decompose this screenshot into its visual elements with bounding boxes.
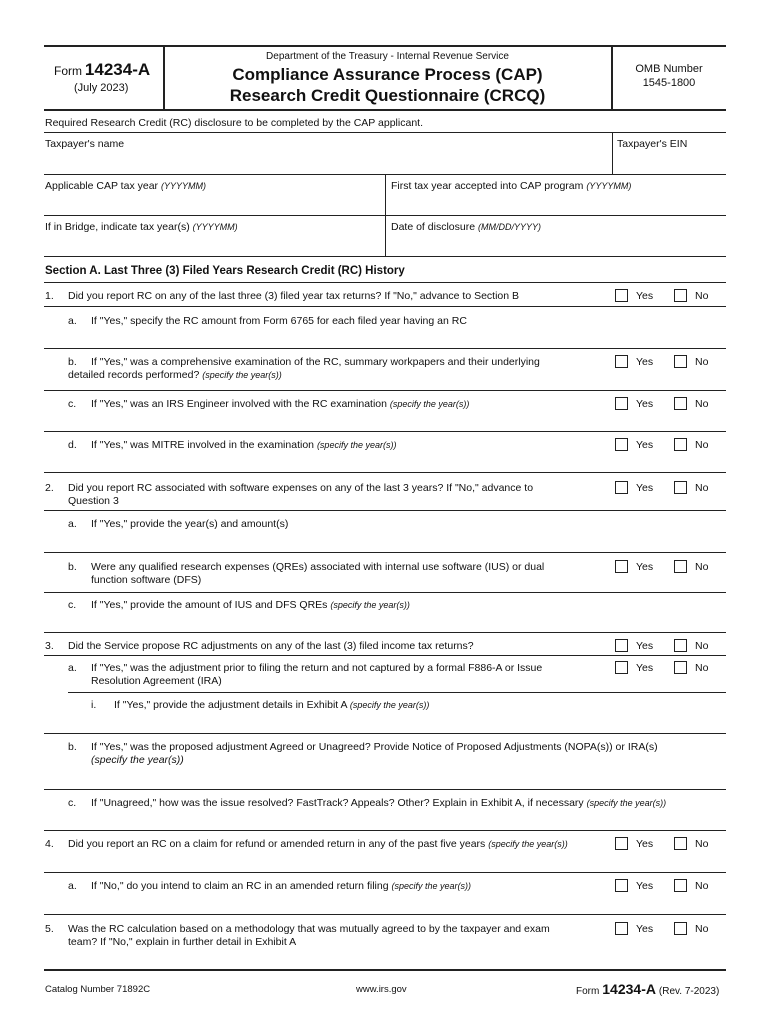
form-title-line1: Compliance Assurance Process (CAP) xyxy=(232,65,543,84)
q2b-text-line1: Were any qualified research expenses (QREs) associated with internal use software (IUS) or dual xyxy=(91,561,545,573)
q3b-text: If "Yes," was the proposed adjustment Agreed or Unagreed? Provide Notice of Proposed Adjustments (NOPA(s)) or IRA(s) xyxy=(91,741,658,753)
q1b-letter: b. xyxy=(68,356,77,368)
q1d-yes-checkbox[interactable] xyxy=(615,438,628,451)
q1-yes-checkbox[interactable] xyxy=(615,289,628,302)
q3a-letter: a. xyxy=(68,662,77,674)
q1b-text-line1: If "Yes," was a comprehensive examination of the RC, summary workpapers and their underlying xyxy=(91,356,540,368)
form-date: (July 2023) xyxy=(74,82,129,94)
omb-label: OMB Number xyxy=(635,63,703,75)
first-tax-year-label: First tax year accepted into CAP program (YYYYMM) xyxy=(391,180,632,192)
cap-tax-year-label: Applicable CAP tax year (YYYYMM) xyxy=(45,180,206,192)
q2-text-line1: Did you report RC associated with software expenses on any of the last 3 years? If "No," advance to xyxy=(68,482,534,494)
q1b-text-line2: detailed records performed? (specify the year(s)) xyxy=(68,369,282,381)
q3-number: 3. xyxy=(45,640,54,652)
q3a-text-line2: Resolution Agreement (IRA) xyxy=(91,675,222,687)
q4a-no-label: No xyxy=(695,880,709,892)
q1-no-label: No xyxy=(695,290,709,302)
q1-yes-label: Yes xyxy=(636,290,654,302)
q2-text-line2: Question 3 xyxy=(68,495,119,507)
q3a-text-line1: If "Yes," was the adjustment prior to filing the return and not captured by a formal F886-A or Issue xyxy=(91,662,543,674)
q2c-text: If "Yes," provide the amount of IUS and DFS QREs (specify the year(s)) xyxy=(91,599,410,611)
q3b-answer-input[interactable] xyxy=(68,768,723,786)
taxpayer-name-input[interactable] xyxy=(45,152,607,172)
bridge-tax-year-label: If in Bridge, indicate tax year(s) (YYYYMM) xyxy=(45,221,238,233)
q5-text-line1: Was the RC calculation based on a methodology that was mutually agreed to by the taxpayer and exam xyxy=(68,923,550,935)
q1a-answer-input[interactable] xyxy=(68,330,723,346)
q5-text-line2: team? If "No," explain in further detail in Exhibit A xyxy=(68,936,297,948)
form-number: 14234-A xyxy=(84,60,151,79)
q1d-text: If "Yes," was MITRE involved in the examination (specify the year(s)) xyxy=(91,439,397,451)
catalog-number: Catalog Number 71892C xyxy=(45,984,151,995)
q2b-no-checkbox[interactable] xyxy=(674,560,687,573)
q1c-yes-label: Yes xyxy=(636,398,654,410)
q2b-text-line2: function software (DFS) xyxy=(91,574,202,586)
q2-yes-checkbox[interactable] xyxy=(615,481,628,494)
q2-yes-label: Yes xyxy=(636,482,654,494)
q3c-answer-input[interactable] xyxy=(68,811,723,827)
q2a-letter: a. xyxy=(68,518,77,530)
q3-yes-checkbox[interactable] xyxy=(615,639,628,652)
taxpayer-ein-input[interactable] xyxy=(617,152,722,172)
q1b-yes-label: Yes xyxy=(636,356,654,368)
q5-yes-label: Yes xyxy=(636,923,654,935)
form-number-block xyxy=(54,60,150,80)
q5-no-checkbox[interactable] xyxy=(674,922,687,935)
footer-form-id: Form 14234-A (Rev. 7-2023) xyxy=(576,981,720,997)
q2a-answer-input[interactable] xyxy=(68,533,723,549)
q3a-yes-checkbox[interactable] xyxy=(615,661,628,674)
q4-text: Did you report an RC on a claim for refund or amended return in any of the past five years (specify the year(s)) xyxy=(68,838,568,850)
disclosure-date-label: Date of disclosure (MM/DD/YYYY) xyxy=(391,221,541,233)
q2-no-label: No xyxy=(695,482,709,494)
q1d-no-label: No xyxy=(695,439,709,451)
q3-text: Did the Service propose RC adjustments on any of the last (3) filed income tax returns? xyxy=(68,640,474,652)
q4-number: 4. xyxy=(45,838,54,850)
q1c-letter: c. xyxy=(68,398,77,410)
q2b-yes-checkbox[interactable] xyxy=(615,560,628,573)
q3b-note: (specify the year(s)) xyxy=(91,754,184,766)
q1d-yes-label: Yes xyxy=(636,439,654,451)
disclosure-date-input[interactable] xyxy=(391,235,721,253)
q3a-no-label: No xyxy=(695,662,709,674)
q2-no-checkbox[interactable] xyxy=(674,481,687,494)
q4a-yes-label: Yes xyxy=(636,880,654,892)
q4-no-label: No xyxy=(695,838,709,850)
bridge-tax-year-input[interactable] xyxy=(45,235,380,253)
q3-no-checkbox[interactable] xyxy=(674,639,687,652)
q3a-yes-label: Yes xyxy=(636,662,654,674)
q3b-letter: b. xyxy=(68,741,77,753)
q4-no-checkbox[interactable] xyxy=(674,837,687,850)
q5-number: 5. xyxy=(45,923,54,935)
q1c-yes-checkbox[interactable] xyxy=(615,397,628,410)
q4a-no-checkbox[interactable] xyxy=(674,879,687,892)
q1b-no-checkbox[interactable] xyxy=(674,355,687,368)
q2-number: 2. xyxy=(45,482,54,494)
taxpayer-ein-label: Taxpayer's EIN xyxy=(617,138,688,150)
form-title-line2: Research Credit Questionnaire (CRCQ) xyxy=(229,86,546,105)
q4-yes-label: Yes xyxy=(636,838,654,850)
q1c-text: If "Yes," was an IRS Engineer involved with the RC examination (specify the year(s)) xyxy=(91,398,470,410)
q5-no-label: No xyxy=(695,923,709,935)
intro-text: Required Research Credit (RC) disclosure to be completed by the CAP applicant. xyxy=(45,117,423,129)
q5-yes-checkbox[interactable] xyxy=(615,922,628,935)
q3-no-label: No xyxy=(695,640,709,652)
first-tax-year-input[interactable] xyxy=(391,194,721,212)
q1d-no-checkbox[interactable] xyxy=(674,438,687,451)
q1b-no-label: No xyxy=(695,356,709,368)
q1-no-checkbox[interactable] xyxy=(674,289,687,302)
q1a-letter: a. xyxy=(68,315,77,327)
q3ai-text: If "Yes," provide the adjustment details in Exhibit A (specify the year(s)) xyxy=(114,699,430,711)
form-word: Form xyxy=(54,64,82,78)
q2c-letter: c. xyxy=(68,599,77,611)
q4a-text: If "No," do you intend to claim an RC in an amended return filing (specify the year(s)) xyxy=(91,880,471,892)
q1c-no-label: No xyxy=(695,398,709,410)
q3ai-answer-input[interactable] xyxy=(91,714,723,730)
q3c-text: If "Unagreed," how was the issue resolved? FastTrack? Appeals? Other? Explain in Exhibit A, if necessary (specify the year(s)) xyxy=(91,797,667,809)
department-line: Department of the Treasury - Internal Revenue Service xyxy=(266,51,509,62)
q2c-answer-input[interactable] xyxy=(68,614,723,629)
cap-tax-year-input[interactable] xyxy=(45,194,380,212)
q2b-no-label: No xyxy=(695,561,709,573)
q1c-no-checkbox[interactable] xyxy=(674,397,687,410)
q4a-yes-checkbox[interactable] xyxy=(615,879,628,892)
section-a-title: Section A. Last Three (3) Filed Years Research Credit (RC) History xyxy=(45,265,405,277)
q2b-letter: b. xyxy=(68,561,77,573)
taxpayer-name-label: Taxpayer's name xyxy=(45,138,125,150)
q3a-no-checkbox[interactable] xyxy=(674,661,687,674)
q1d-letter: d. xyxy=(68,439,77,451)
q4a-letter: a. xyxy=(68,880,77,892)
omb-number: 1545-1800 xyxy=(642,77,696,89)
q1a-text: If "Yes," specify the RC amount from Form 6765 for each filed year having an RC xyxy=(91,315,467,327)
q3-yes-label: Yes xyxy=(636,640,654,652)
q3c-letter: c. xyxy=(68,797,77,809)
q1-text: Did you report RC on any of the last three (3) filed year tax returns? If "No," advance to Section B xyxy=(68,290,520,302)
q3ai-numeral: i. xyxy=(91,699,97,711)
q1-number: 1. xyxy=(45,290,54,302)
q2b-yes-label: Yes xyxy=(636,561,654,573)
q2a-text: If "Yes," provide the year(s) and amount(s) xyxy=(91,518,289,530)
q1b-yes-checkbox[interactable] xyxy=(615,355,628,368)
irs-website: www.irs.gov xyxy=(356,984,407,995)
q4-yes-checkbox[interactable] xyxy=(615,837,628,850)
